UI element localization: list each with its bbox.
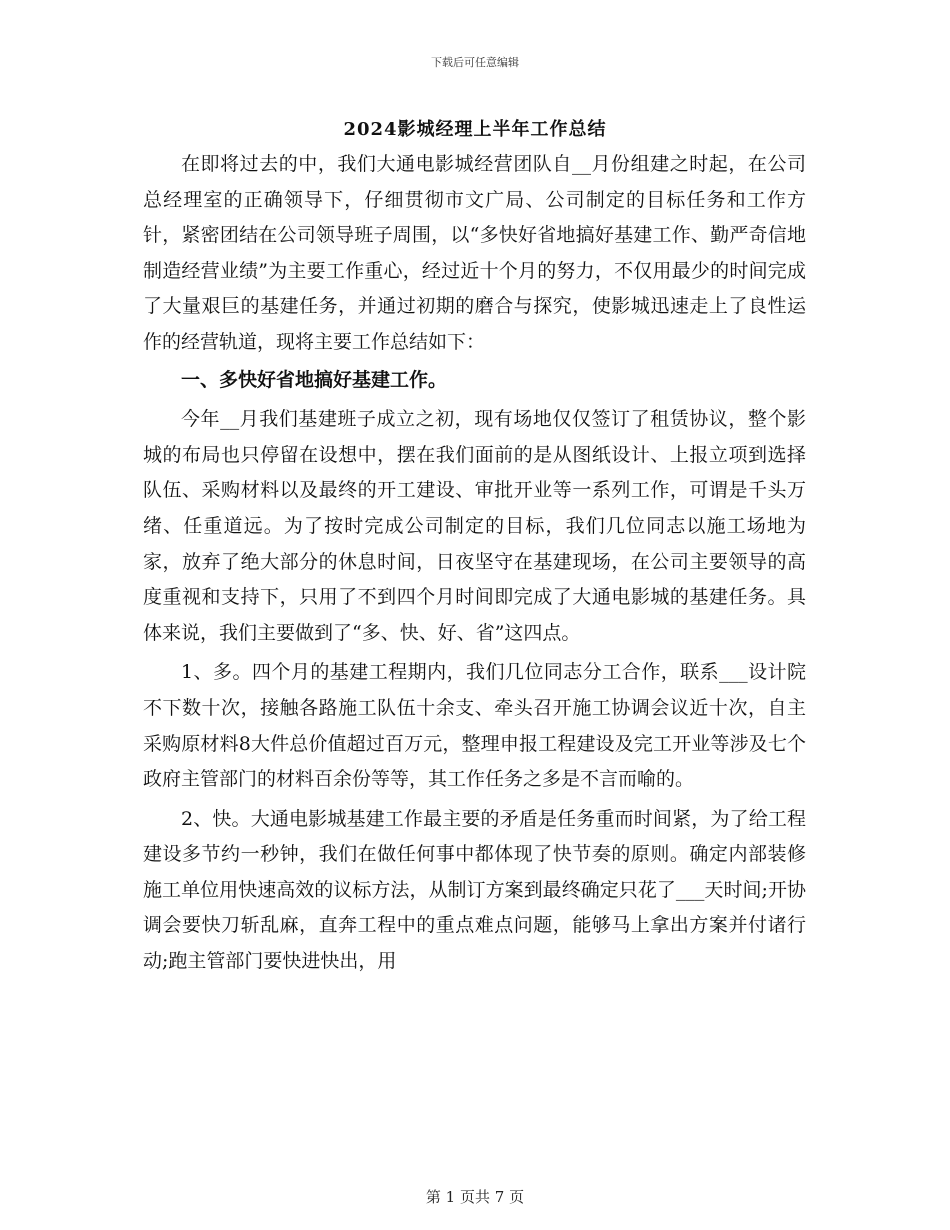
paragraph-background: 今年__月我们基建班子成立之初，现有场地仅仅签订了租赁协议，整个影城的布局也只停留在设想中，摆在我们面前的是从图纸设计、上报立项到选择队伍、采购材料以及最终的开工建设、审批开业等一系列工作，可谓是千头万绪、任重道远。为了按时完成公司制定的目标，我们几位同志以施工场地为家，放弃了绝大部分的休息时间，日夜坚守在基建现场，在公司主要领导的高度重视和支持下，只用了不到四个月时间即完成了大通电影城的基建任务。具体来说，我们主要做到了“多、快、好、省”这四点。: [143, 408, 806, 644]
page-header-note: 下载后可任意编辑: [431, 56, 519, 69]
section-heading: 一、多快好省地搞好基建工作。: [181, 368, 448, 391]
paragraph-point-fast: 2、快。大通电影城基建工作最主要的矛盾是任务重而时间紧，为了给工程建设多节约一秒钟，我们在做任何事中都体现了快节奏的原则。确定内部装修施工单位用快速高效的议标方法，从制订方案到最终确定只花了___天时间;开协调会要快刀斩乱麻，直奔工程中的重点难点问题，能够马上拿出方案并付诸行动;跑主管部门要快进快出，用: [143, 807, 806, 973]
document-title: 2024影城经理上半年工作总结: [343, 119, 607, 140]
paragraph-intro: 在即将过去的中，我们大通电影城经营团队自__月份组建之时起，在公司总经理室的正确领导下，仔细贯彻市文广局、公司制定的目标任务和工作方针，紧密团结在公司领导班子周围，以“多快好省地搞好基建工作、勤严奇信地制造经营业绩”为主要工作重心，经过近十个月的努力，不仅用最少的时间完成了大量艰巨的基建任务，并通过初期的磨合与探究，使影城迅速走上了良性运作的经营轨道，现将主要工作总结如下：: [143, 153, 806, 353]
document-body: [143, 147, 806, 980]
page-footer-number: 第 1 页共 7 页: [425, 1188, 525, 1206]
paragraph-point-many: 1、多。四个月的基建工程期内，我们几位同志分工合作，联系___设计院不下数十次，接触各路施工队伍十余支、牵头召开施工协调会议近十次，自主采购原材料8大件总价值超过百万元，整理申报工程建设及完工开业等涉及七个政府主管部门的材料百余份等等，其工作任务之多是不言而喻的。: [143, 661, 806, 791]
